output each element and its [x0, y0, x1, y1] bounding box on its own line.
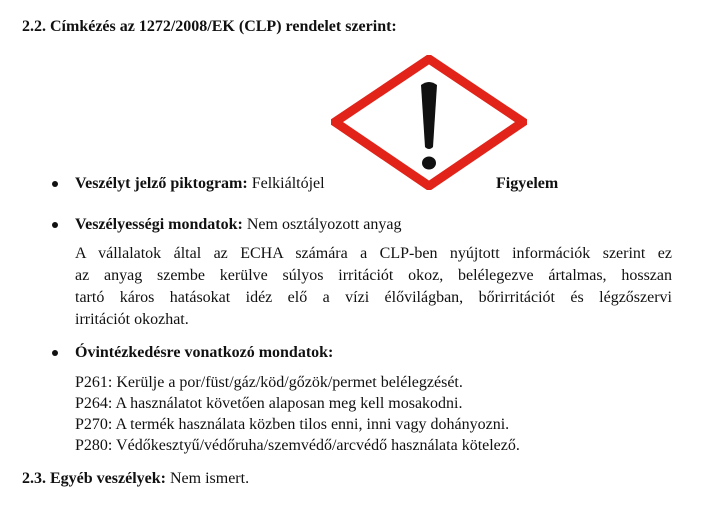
section-2-2-heading — [22, 18, 397, 36]
precaution-statement: P264: A használatot követően alaposan meg kell mosakodni. — [75, 395, 463, 412]
bullet-hazard — [52, 222, 58, 228]
pictogram-label: Veszélyt jelző piktogram: — [75, 175, 248, 192]
hazard-paragraph-line: irritációt okozhat. — [75, 311, 189, 328]
precaution-statement: P280: Védőkesztyű/védőruha/szemvédő/arcvédő használata kötelező. — [75, 437, 520, 454]
pictogram-row — [75, 174, 325, 194]
hazard-value: Nem osztályozott anyag — [246, 216, 402, 233]
hazard-paragraph-line: az anyag szembe kerülve súlyos irritációt okoz, belélegezve ártalmas, hosszan — [75, 267, 672, 284]
hazard-label: Veszélyességi mondatok: — [75, 216, 243, 233]
hazard-paragraph-line: A vállalatok által az ECHA számára a CLP-ben nyújtott információk szerint ez — [75, 245, 672, 262]
exclamation-mark-icon — [331, 55, 527, 190]
section-2-2-number: 2.2. — [22, 18, 46, 35]
precaution-label: Óvintézkedésre vonatkozó mondatok: — [75, 344, 334, 361]
section-2-2-title: Címkézés az 1272/2008/EK (CLP) rendelet szerint: — [50, 18, 397, 35]
signal-word: Figyelem — [496, 175, 559, 192]
section-2-3-title: Egyéb veszélyek: — [50, 470, 166, 487]
hazard-paragraph-line: tartó káros hatásokat idéz elő a vízi élővilágban, bőrirritációt és légzőszervi — [75, 289, 672, 306]
section-2-3 — [22, 469, 249, 489]
precaution-statement: P261: Kerülje a por/füst/gáz/köd/gőzök/permet belélegzését. — [75, 374, 463, 391]
pictogram-value: Felkiáltójel — [251, 175, 325, 192]
bullet-precaution — [52, 350, 58, 356]
bullet-pictogram — [52, 181, 58, 187]
section-2-3-value: Nem ismert. — [169, 470, 250, 487]
precaution-statement: P270: A termék használata közben tilos enni, inni vagy dohányozni. — [75, 416, 510, 433]
section-2-3-number: 2.3. — [22, 470, 46, 487]
hazard-paragraph — [75, 243, 672, 331]
hazard-row — [75, 215, 401, 235]
